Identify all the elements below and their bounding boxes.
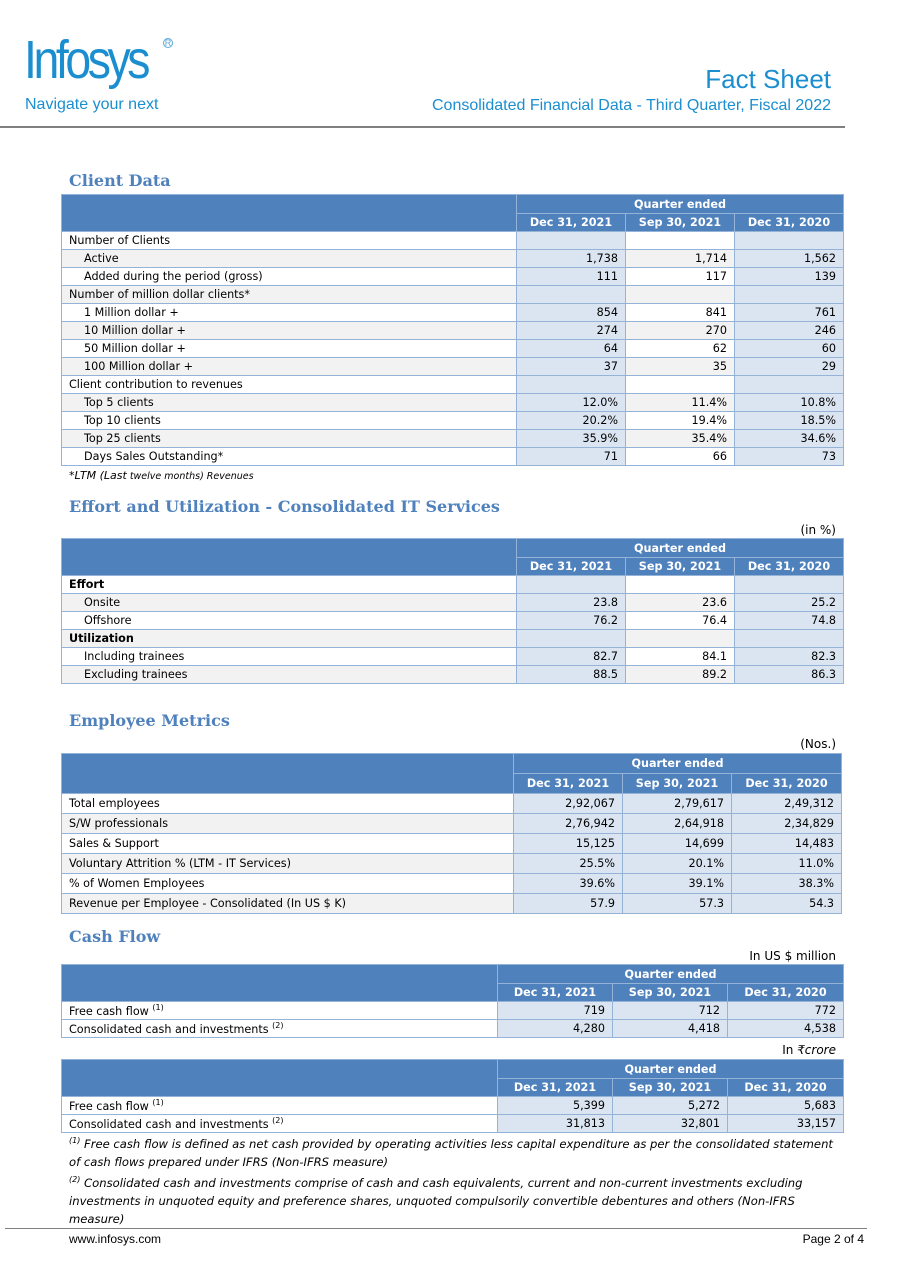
footnote-1	[69, 1132, 844, 1171]
cash-flow-usd-table	[61, 964, 844, 1038]
table-row	[62, 666, 844, 684]
row-label: 50 Million dollar +	[62, 340, 517, 358]
row-label: Offshore	[62, 612, 517, 630]
section-title-cash-flow: Cash Flow	[69, 927, 161, 946]
row-label: Top 10 clients	[62, 412, 517, 430]
cell-value: 5,272	[613, 1097, 728, 1115]
logo-tagline: Navigate your next	[25, 96, 159, 113]
cell-value: 37	[517, 358, 626, 376]
column-header-dec-2020: Dec 31, 2020	[728, 1079, 844, 1097]
cell-value: 35	[626, 358, 735, 376]
column-header-dec-2020: Dec 31, 2020	[732, 774, 842, 794]
cash-flow-inr-table	[61, 1059, 844, 1133]
unit-prefix: In	[782, 1043, 798, 1057]
cell-value: 139	[735, 268, 844, 286]
cell-value: 76.2	[517, 612, 626, 630]
footnote-text: Consolidated cash and investments comprise of cash and cash equivalents, current and non-current investments excluding investments in unquoted equity and preference shares, unquoted compulsorily convertible debentures and others (Non-IFRS measure)	[69, 1176, 803, 1226]
column-header-dec-2020: Dec 31, 2020	[728, 984, 844, 1002]
row-label: % of Women Employees	[62, 874, 514, 894]
cell-value: 270	[626, 322, 735, 340]
table-row	[62, 448, 844, 466]
table-row	[62, 340, 844, 358]
cell-value: 29	[735, 358, 844, 376]
column-header-sep-2021: Sep 30, 2021	[626, 214, 735, 232]
row-label	[62, 1097, 498, 1115]
cell-value: 38.3%	[732, 874, 842, 894]
cell-value: 33,157	[728, 1115, 844, 1133]
cell-value: 1,738	[517, 250, 626, 268]
row-label: S/W professionals	[62, 814, 514, 834]
cell-value: 86.3	[735, 666, 844, 684]
unit-note-nos: (Nos.)	[800, 737, 836, 751]
cell-value: 5,399	[498, 1097, 613, 1115]
cell-value	[517, 376, 626, 394]
table-row	[62, 286, 844, 304]
header-blank-cell	[62, 195, 517, 232]
column-header-dec-2021: Dec 31, 2021	[517, 214, 626, 232]
row-label: Onsite	[62, 594, 517, 612]
row-label: Active	[62, 250, 517, 268]
logo-wordmark: Infosys	[24, 30, 148, 90]
cell-value: 246	[735, 322, 844, 340]
section-title-effort: Effort and Utilization - Consolidated IT Services	[69, 497, 500, 516]
row-label	[62, 1020, 498, 1038]
table-row	[62, 412, 844, 430]
cell-value: 841	[626, 304, 735, 322]
cell-value: 82.3	[735, 648, 844, 666]
cell-value: 62	[626, 340, 735, 358]
website-link[interactable]: www.infosys.com	[69, 1232, 162, 1246]
cell-value: 76.4	[626, 612, 735, 630]
cell-value: 719	[498, 1002, 613, 1020]
footnote-text: *LTM (Last	[69, 469, 127, 482]
quarter-ended-header: Quarter ended	[498, 1060, 844, 1079]
row-label: Top 25 clients	[62, 430, 517, 448]
row-label: Effort	[62, 576, 517, 594]
row-label: Number of million dollar clients*	[62, 286, 517, 304]
table-row	[62, 250, 844, 268]
cell-value: 25.5%	[514, 854, 623, 874]
cell-value: 712	[613, 1002, 728, 1020]
table-row	[62, 232, 844, 250]
header-blank-cell	[62, 965, 498, 1002]
row-label: Added during the period (gross)	[62, 268, 517, 286]
row-label	[62, 1115, 498, 1133]
cell-value: 761	[735, 304, 844, 322]
cell-value: 32,801	[613, 1115, 728, 1133]
cell-value: 854	[517, 304, 626, 322]
column-header-dec-2021: Dec 31, 2021	[498, 984, 613, 1002]
cell-value: 111	[517, 268, 626, 286]
document-subtitle: Consolidated Financial Data - Third Quarter, Fiscal 2022	[431, 97, 831, 114]
cell-value: 10.8%	[735, 394, 844, 412]
table-row	[62, 630, 844, 648]
ltm-footnote	[69, 469, 254, 482]
effort-utilization-table	[61, 538, 844, 684]
cell-value: 11.0%	[732, 854, 842, 874]
cell-value: 35.4%	[626, 430, 735, 448]
table-row	[62, 358, 844, 376]
cell-value: 5,683	[728, 1097, 844, 1115]
footer-divider	[5, 1228, 867, 1229]
quarter-ended-header: Quarter ended	[514, 754, 842, 774]
footnote-marker: (1)	[69, 1136, 81, 1145]
cell-value: 4,538	[728, 1020, 844, 1038]
cash-flow-footnotes	[69, 1132, 844, 1228]
row-label: Revenue per Employee - Consolidated (In US $ K)	[62, 894, 514, 914]
row-label: Client contribution to revenues	[62, 376, 517, 394]
row-label: Total employees	[62, 794, 514, 814]
cell-value	[517, 232, 626, 250]
table-row	[62, 376, 844, 394]
cell-value	[735, 376, 844, 394]
column-header-dec-2021: Dec 31, 2021	[498, 1079, 613, 1097]
footnote-marker: (2)	[69, 1175, 81, 1184]
cell-value: 82.7	[517, 648, 626, 666]
table-row	[62, 268, 844, 286]
cell-value	[626, 376, 735, 394]
cell-value: 39.6%	[514, 874, 623, 894]
cell-value: 35.9%	[517, 430, 626, 448]
row-label-text: Consolidated cash and investments	[69, 1118, 273, 1131]
cell-value	[626, 630, 735, 648]
cell-value: 4,280	[498, 1020, 613, 1038]
cell-value	[735, 630, 844, 648]
cell-value: 2,34,829	[732, 814, 842, 834]
unit-note-usd-million: In US $ million	[749, 949, 836, 963]
cell-value: 66	[626, 448, 735, 466]
cell-value: 19.4%	[626, 412, 735, 430]
unit-suffix: crore	[804, 1043, 836, 1057]
cell-value: 74.8	[735, 612, 844, 630]
table-row	[62, 854, 842, 874]
table-row	[62, 1115, 844, 1133]
cell-value	[626, 576, 735, 594]
unit-note-percent: (in %)	[800, 523, 836, 537]
cell-value: 15,125	[514, 834, 623, 854]
cell-value: 2,92,067	[514, 794, 623, 814]
section-title-client-data: Client Data	[69, 171, 171, 190]
cell-value: 25.2	[735, 594, 844, 612]
cell-value: 60	[735, 340, 844, 358]
table-row	[62, 594, 844, 612]
cell-value: 23.6	[626, 594, 735, 612]
table-row	[62, 394, 844, 412]
column-header-dec-2021: Dec 31, 2021	[517, 558, 626, 576]
row-label: Sales & Support	[62, 834, 514, 854]
registered-mark-icon: R	[164, 38, 172, 48]
unit-note-inr-crore	[782, 1043, 836, 1057]
row-label	[62, 1002, 498, 1020]
table-row	[62, 1097, 844, 1115]
page-number: Page 2 of 4	[802, 1232, 864, 1246]
column-header-sep-2021: Sep 30, 2021	[613, 1079, 728, 1097]
cell-value: 11.4%	[626, 394, 735, 412]
row-label: Excluding trainees	[62, 666, 517, 684]
cell-value: 14,483	[732, 834, 842, 854]
row-label: 100 Million dollar +	[62, 358, 517, 376]
footnote-marker: (1)	[152, 1003, 164, 1012]
row-label: Top 5 clients	[62, 394, 517, 412]
cell-value: 274	[517, 322, 626, 340]
row-label: Including trainees	[62, 648, 517, 666]
footnote-marker: (2)	[272, 1116, 284, 1125]
section-title-employee-metrics: Employee Metrics	[69, 711, 230, 730]
quarter-ended-header: Quarter ended	[517, 539, 844, 558]
employee-metrics-table	[61, 753, 842, 914]
page-header	[0, 0, 900, 130]
quarter-ended-header: Quarter ended	[498, 965, 844, 984]
cell-value: 18.5%	[735, 412, 844, 430]
header-blank-cell	[62, 1060, 498, 1097]
table-row	[62, 1002, 844, 1020]
footnote-marker: (2)	[272, 1021, 284, 1030]
cell-value: 31,813	[498, 1115, 613, 1133]
footnote-2	[69, 1171, 844, 1228]
client-data-table	[61, 194, 844, 466]
row-label: Number of Clients	[62, 232, 517, 250]
cell-value: 772	[728, 1002, 844, 1020]
cell-value: 2,49,312	[732, 794, 842, 814]
table-row	[62, 834, 842, 854]
header-blank-cell	[62, 754, 514, 794]
rupee-icon: ₹	[797, 1043, 805, 1057]
row-label: Days Sales Outstanding*	[62, 448, 517, 466]
table-row	[62, 794, 842, 814]
footnote-marker: (1)	[152, 1098, 164, 1107]
header-divider	[0, 126, 845, 128]
cell-value	[626, 286, 735, 304]
cell-value: 2,76,942	[514, 814, 623, 834]
table-row	[62, 576, 844, 594]
cell-value: 89.2	[626, 666, 735, 684]
cell-value: 12.0%	[517, 394, 626, 412]
cell-value: 57.3	[623, 894, 732, 914]
cell-value: 39.1%	[623, 874, 732, 894]
cell-value: 71	[517, 448, 626, 466]
cell-value	[517, 286, 626, 304]
row-label: Utilization	[62, 630, 517, 648]
table-row	[62, 1020, 844, 1038]
column-header-dec-2020: Dec 31, 2020	[735, 558, 844, 576]
row-label-text: Free cash flow	[69, 1005, 149, 1018]
cell-value: 20.1%	[623, 854, 732, 874]
cell-value: 1,714	[626, 250, 735, 268]
cell-value: 1,562	[735, 250, 844, 268]
table-row	[62, 648, 844, 666]
header-blank-cell	[62, 539, 517, 576]
cell-value: 2,79,617	[623, 794, 732, 814]
cell-value: 88.5	[517, 666, 626, 684]
cell-value: 23.8	[517, 594, 626, 612]
cell-value: 117	[626, 268, 735, 286]
table-row	[62, 612, 844, 630]
column-header-sep-2021: Sep 30, 2021	[626, 558, 735, 576]
row-label: Voluntary Attrition % (LTM - IT Services)	[62, 854, 514, 874]
quarter-ended-header: Quarter ended	[517, 195, 844, 214]
cell-value	[626, 232, 735, 250]
cell-value	[517, 576, 626, 594]
table-row	[62, 894, 842, 914]
row-label: 10 Million dollar +	[62, 322, 517, 340]
column-header-sep-2021: Sep 30, 2021	[623, 774, 732, 794]
footnote-text: twelve months) Revenues	[126, 471, 254, 482]
cell-value: 34.6%	[735, 430, 844, 448]
cell-value: 57.9	[514, 894, 623, 914]
cell-value	[735, 232, 844, 250]
row-label-text: Free cash flow	[69, 1100, 149, 1113]
cell-value: 4,418	[613, 1020, 728, 1038]
table-row	[62, 874, 842, 894]
cell-value	[517, 630, 626, 648]
cell-value: 54.3	[732, 894, 842, 914]
cell-value: 2,64,918	[623, 814, 732, 834]
table-row	[62, 814, 842, 834]
cell-value: 14,699	[623, 834, 732, 854]
cell-value: 84.1	[626, 648, 735, 666]
cell-value	[735, 286, 844, 304]
column-header-dec-2020: Dec 31, 2020	[735, 214, 844, 232]
table-row	[62, 322, 844, 340]
cell-value: 20.2%	[517, 412, 626, 430]
row-label: 1 Million dollar +	[62, 304, 517, 322]
column-header-dec-2021: Dec 31, 2021	[514, 774, 623, 794]
row-label-text: Consolidated cash and investments	[69, 1023, 273, 1036]
cell-value: 73	[735, 448, 844, 466]
table-row	[62, 304, 844, 322]
infosys-logo	[24, 30, 184, 120]
cell-value	[735, 576, 844, 594]
column-header-sep-2021: Sep 30, 2021	[613, 984, 728, 1002]
footnote-text: Free cash flow is defined as net cash provided by operating activities less capital expenditure as per the consolidated statement of cash flows prepared under IFRS (Non-IFRS measure)	[69, 1137, 833, 1169]
table-row	[62, 430, 844, 448]
cell-value: 64	[517, 340, 626, 358]
document-title: Fact Sheet	[705, 64, 831, 94]
